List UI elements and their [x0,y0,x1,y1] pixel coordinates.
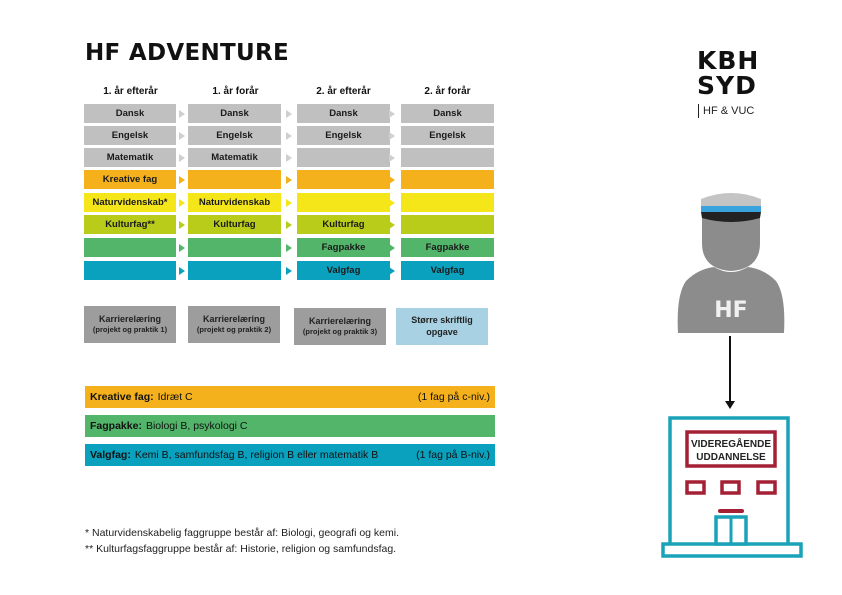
career-learning-box-2 [188,306,280,343]
footnote-2: ** Kulturfagsfaggruppe består af: Historie, religion og samfundsfag. [85,543,397,555]
schedule-cell: Engelsk [188,126,281,145]
schedule-cell: Kulturfag [188,215,281,234]
schedule-cell [188,261,281,280]
schedule-cell: Engelsk [401,126,494,145]
column-header-1: 1. år efterår [103,86,158,97]
sign-line-2: UDDANNELSE [696,452,766,463]
arrow-right-icon [389,267,395,275]
arrow-right-icon [389,154,395,162]
footnote-1: * Naturvidenskabelig faggruppe består af: Biologi, geografi og kemi. [85,527,400,539]
arrow-right-icon [179,267,185,275]
schedule-cell: Valgfag [401,261,494,280]
schedule-cell: Valgfag [297,261,390,280]
arrow-right-icon [179,244,185,252]
schedule-cell [401,215,494,234]
column-header-3: 2. år efterår [316,86,371,97]
schedule-cell: Engelsk [297,126,390,145]
arrow-right-icon [179,154,185,162]
arrow-right-icon [389,176,395,184]
arrow-right-icon [286,267,292,275]
logo-subtitle: HF & VUC [698,104,754,118]
arrow-down-icon [725,401,735,409]
box-subtitle: (projekt og praktik 3) [302,327,378,337]
box-subtitle: opgave [426,326,458,337]
arrow-right-icon [286,199,292,207]
box-subtitle: (projekt og praktik 2) [196,325,272,335]
schedule-cell: Fagpakke [297,238,390,257]
schedule-cell [297,148,390,167]
schedule-cell [84,261,176,280]
band-text: Kemi B, samfundsfag B, religion B eller matematik B [134,449,379,461]
schedule-cell [297,170,390,189]
schedule-cell: Naturvidenskab* [84,193,176,212]
schedule-cell: Dansk [84,104,176,123]
schedule-cell [401,170,494,189]
schedule-cell: Dansk [401,104,494,123]
schedule-cell [188,238,281,257]
box-title: Karrierelæring [308,316,372,327]
schedule-cell [401,148,494,167]
sign-line-1: VIDEREGÅENDE [690,439,772,450]
school-building-icon [660,415,804,561]
column-header-2: 1. år forår [212,86,259,97]
schedule-cell [401,193,494,212]
band-text: Idræt C [157,391,193,403]
box-title: Karrierelæring [98,314,162,325]
student-label: HF [714,298,748,323]
arrow-right-icon [389,199,395,207]
arrow-right-icon [389,221,395,229]
band-creative-subjects [85,386,495,408]
arrow-right-icon [179,110,185,118]
band-electives [85,444,495,466]
box-title: Større skriftlig [411,315,473,326]
schedule-cell [188,170,281,189]
arrow-right-icon [286,154,292,162]
schedule-cell: Naturvidenskab [188,193,281,212]
schedule-cell: Dansk [297,104,390,123]
arrow-right-icon [286,176,292,184]
schedule-cell [84,238,176,257]
arrow-right-icon [179,132,185,140]
arrow-line [729,336,731,402]
logo-line-2: SYD [697,71,757,100]
schedule-cell [297,193,390,212]
logo-line-1: KBH [697,46,760,75]
band-label: Kreative fag: [90,391,154,403]
arrow-right-icon [179,199,185,207]
band-label: Valgfag: [90,449,131,461]
schedule-cell: Fagpakke [401,238,494,257]
band-level: (1 fag på c-niv.) [417,391,490,403]
schedule-cell: Kulturfag** [84,215,176,234]
page-title: HF ADVENTURE [85,40,290,66]
arrow-right-icon [179,176,185,184]
arrow-right-icon [286,110,292,118]
arrow-right-icon [286,244,292,252]
box-subtitle: (projekt og praktik 1) [92,325,168,335]
arrow-right-icon [389,110,395,118]
schedule-cell: Dansk [188,104,281,123]
student-figure-icon [676,185,786,335]
career-learning-box-3 [294,308,386,345]
schedule-cell: Kreative fag [84,170,176,189]
column-header-4: 2. år forår [424,86,471,97]
schedule-cell: Matematik [188,148,281,167]
arrow-right-icon [179,221,185,229]
band-level: (1 fag på B-niv.) [416,449,490,461]
schedule-cell: Matematik [84,148,176,167]
arrow-right-icon [286,132,292,140]
schedule-cell: Kulturfag [297,215,390,234]
band-text: Biologi B, psykologi C [145,420,248,432]
band-subject-package [85,415,495,437]
arrow-right-icon [286,221,292,229]
arrow-right-icon [389,244,395,252]
arrow-right-icon [389,132,395,140]
box-title: Karrierelæring [202,314,266,325]
band-label: Fagpakke: [90,420,142,432]
career-learning-box-1 [84,306,176,343]
major-written-assignment-box [396,308,488,345]
schedule-cell: Engelsk [84,126,176,145]
kbh-syd-logo [697,48,759,98]
